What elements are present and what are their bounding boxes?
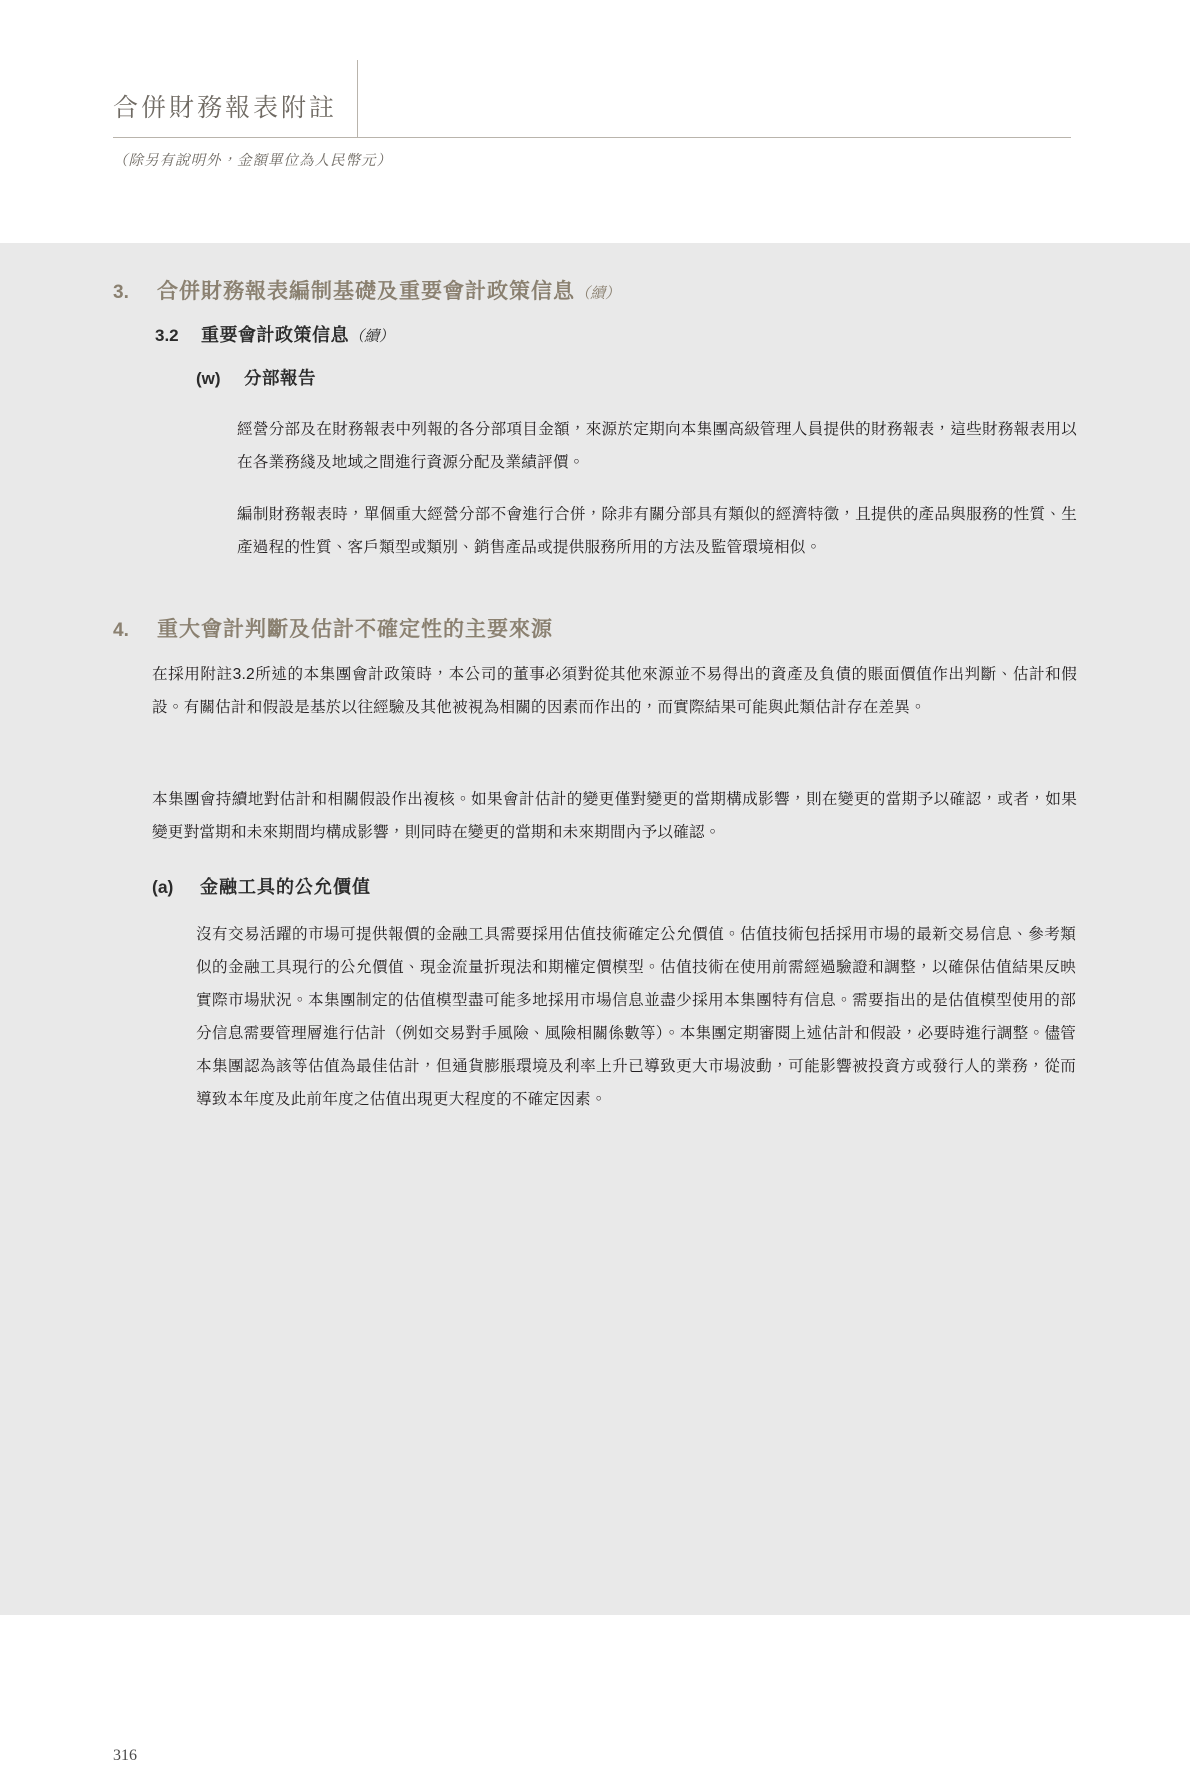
page-number: 316 — [113, 1747, 137, 1764]
header-vertical-divider — [357, 60, 358, 138]
section-3-heading — [113, 275, 1093, 305]
section-3-2-continued: （續） — [349, 328, 395, 345]
page-body — [0, 243, 1190, 1764]
section-4-a-heading — [152, 873, 1092, 899]
section-4-a-title: 金融工具的公允價值 — [200, 877, 371, 897]
page-title: 合併財務報表附註 — [113, 95, 338, 122]
section-4-paragraph-1: 在採用附註3.2所述的本集團會計政策時，本公司的董事必須對從其他來源並不易得出的資產及負債的賬面價值作出判斷、估計和假設。有關估計和假設是基於以往經驗及其他被視為相關的因素而作出的，而實際結果可能與此類估計存在差異。 — [152, 666, 1077, 716]
section-4-a-paragraph-1: 沒有交易活躍的市場可提供報價的金融工具需要採用估值技術確定公允價值。估值技術包括採用市場的最新交易信息、參考類似的金融工具現行的公允價值、現金流量折現法和期權定價模型。估值技術在使用前需經過驗證和調整，以確保估值結果反映實際市場狀況。本集團制定的估值模型盡可能多地採用市場信息並盡少採用本集團特有信息。需要指出的是估值模型使用的部分信息需要管理層進行估計（例如交易對手風險、風險相關係數等）。本集團定期審閱上述估計和假設，必要時進行調整。儘管本集團認為該等估值為最佳估計，但通貨膨脹環境及利率上升已導致更大市場波動，可能影響被投資方或發行人的業務，從而導致本年度及此前年度之估值出現更大程度的不確定因素。 — [196, 926, 1076, 1108]
section-3-number: 3. — [113, 282, 129, 303]
section-4-number: 4. — [113, 620, 129, 641]
section-3-continued: （續） — [575, 285, 621, 302]
section-4-title: 重大會計判斷及估計不確定性的主要來源 — [157, 618, 553, 641]
section-3-title: 合併財務報表編制基礎及重要會計政策信息（續） — [157, 280, 621, 303]
section-3-2-w-title: 分部報告 — [244, 368, 316, 388]
header-subtitle: （除另有說明外，金額單位為人民幣元） — [113, 153, 392, 169]
header-title-block — [113, 60, 1073, 138]
section-3-2-heading — [155, 321, 1095, 347]
section-4-heading — [113, 613, 1093, 643]
section-3-2-w-paragraph-2: 編制財務報表時，單個重大經營分部不會進行合併，除非有關分部具有類似的經濟特徵，且提供的產品與服務的性質、生產過程的性質、客戶類型或類別、銷售產品或提供服務所用的方法及監管環境相似。 — [237, 506, 1077, 556]
section-4-a-number: (a) — [152, 877, 174, 897]
header-horizontal-divider — [113, 137, 1071, 138]
section-4-paragraph-2: 本集團會持續地對估計和相關假設作出複核。如果會計估計的變更僅對變更的當期構成影響，則在變更的當期予以確認，或者，如果變更對當期和未來期間均構成影響，則同時在變更的當期和未來期間內予以確認。 — [152, 791, 1077, 841]
section-3-2-title: 重要會計政策信息（續） — [201, 325, 395, 345]
section-3-2-w-heading — [196, 365, 1096, 390]
section-3-2-w-paragraph-1: 經營分部及在財務報表中列報的各分部項目金額，來源於定期向本集團高級管理人員提供的財務報表，這些財務報表用以在各業務綫及地域之間進行資源分配及業績評價。 — [237, 421, 1077, 471]
section-3-2-w-number: (w) — [196, 369, 221, 388]
page-header — [0, 0, 1190, 243]
section-3-2-number: 3.2 — [155, 326, 179, 345]
